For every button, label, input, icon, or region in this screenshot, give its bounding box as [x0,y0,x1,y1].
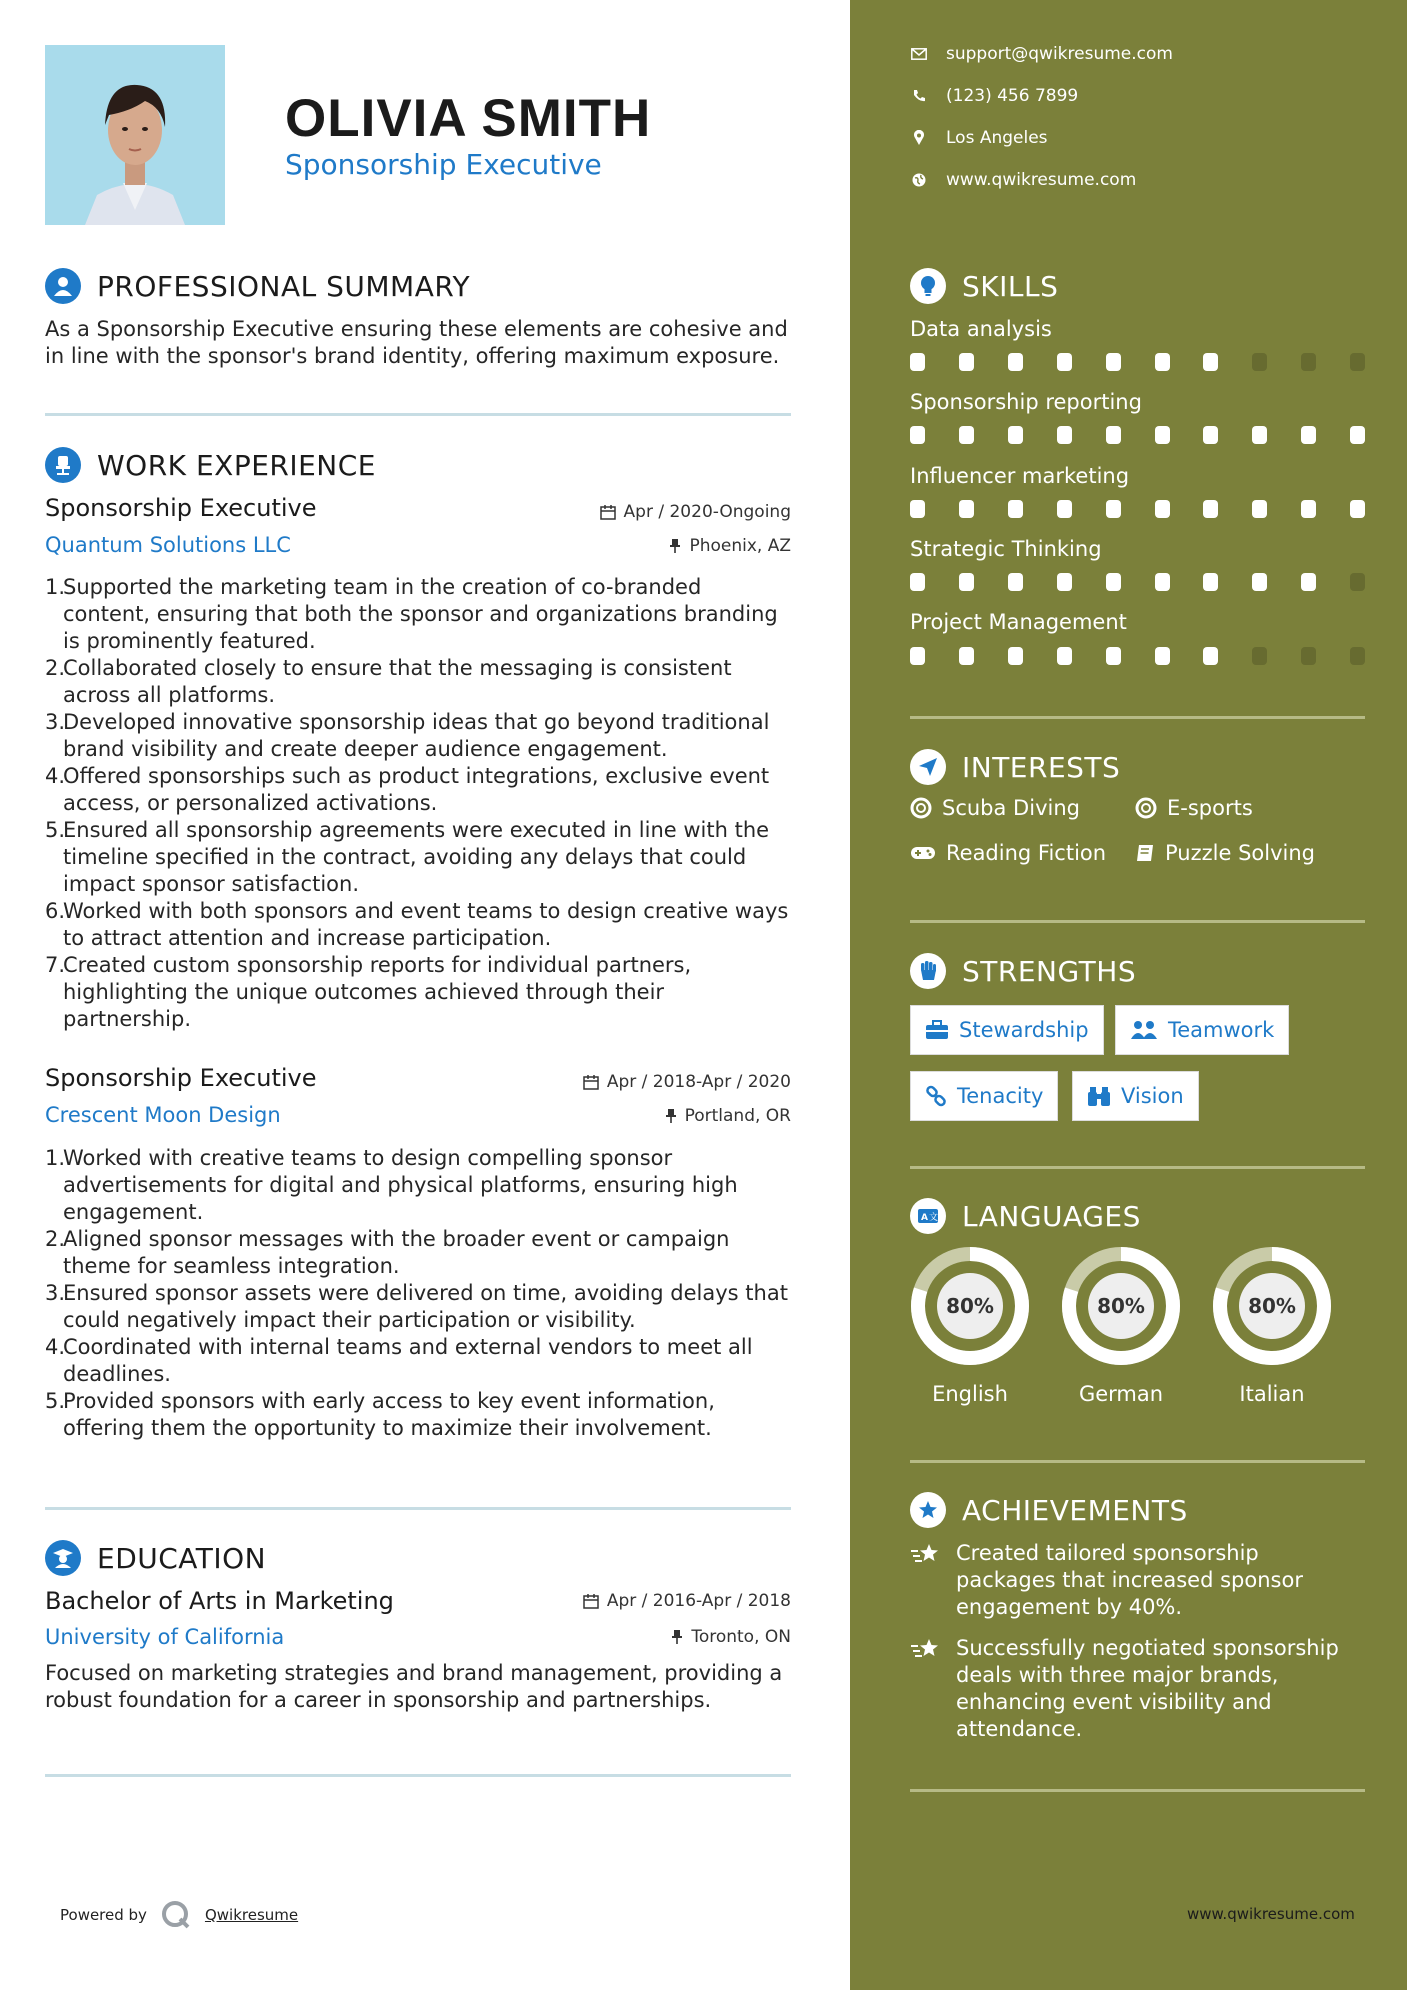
skill-dot-filled [1057,426,1072,444]
gamepad-icon [910,845,936,861]
graduate-icon [45,1540,81,1576]
skills-header [910,268,1058,304]
skill-dot-filled [1106,426,1121,444]
divider [910,716,1365,719]
language-name: German [1078,1382,1164,1406]
pin-icon [669,538,681,554]
skill-name: Sponsorship reporting [910,390,1142,414]
job-bullets [45,574,795,1033]
skill-rating [910,353,1365,371]
link-icon [925,1085,947,1107]
skill-rating [910,647,1365,665]
divider [910,1166,1365,1169]
contact-phone [910,86,1078,106]
email-text[interactable]: support@qwikresume.com [946,44,1173,64]
svg-text:A: A [921,1213,928,1223]
list-item: 5. Provided sponsors with early access to key event information, offering them the opportunity to maximize their involvement. [45,1389,715,1440]
skill-name: Project Management [910,610,1127,634]
education-dates-text: Apr / 2016-Apr / 2018 [606,1591,791,1611]
strengths-header [910,953,1136,989]
section-title: WORK EXPERIENCE [97,448,376,482]
language-ring [1060,1245,1182,1367]
skill-dot-filled [910,647,925,665]
list-item: 7. Created custom sponsorship reports for individual partners, highlighting the unique outcomes achieved through their partnership. [45,953,692,1031]
skill-dot-filled [1301,500,1316,518]
skill-dot-filled [1008,353,1023,371]
skill-dot-filled [1252,426,1267,444]
skill-dot-filled [1155,353,1170,371]
qwikresume-logo-icon [161,1900,191,1930]
job-bullets [45,1145,795,1442]
list-item: 3. Ensured sponsor assets were delivered on time, avoiding delays that could negatively impact their participation or visibility. [45,1281,788,1332]
life-ring-icon [910,797,932,819]
education-header [45,1540,266,1576]
degree-title: Bachelor of Arts in Marketing [45,1587,394,1615]
strength-badge: Tenacity [910,1071,1058,1121]
language-percent: 80% [946,1294,994,1318]
website-text[interactable]: www.qwikresume.com [946,170,1137,190]
language-percent: 80% [1248,1294,1296,1318]
list-item: 3. Developed innovative sponsorship ideas that go beyond traditional brand visibility and create deeper audience engagement. [45,710,770,761]
divider [45,413,791,416]
skill-rating [910,573,1365,591]
list-item: 2. Aligned sponsor messages with the broader event or campaign theme for seamless integration. [45,1227,730,1278]
skill-dot-filled [1301,426,1316,444]
achievement-item: Successfully negotiated sponsorship deals with three major brands, enhancing event visibility and attendance. [910,1635,1360,1743]
skill-dot-filled [959,426,974,444]
education-location [671,1627,791,1647]
section-title: LANGUAGES [962,1199,1141,1233]
skill-dot-filled [1252,500,1267,518]
contact-email [910,44,1173,64]
interests-header [910,749,1120,785]
powered-by-label: Powered by [60,1906,147,1924]
skill-dot-filled [1057,500,1072,518]
strength-badge: Teamwork [1115,1005,1289,1055]
skill-dot-empty [1301,353,1316,371]
strength-badge: Vision [1072,1071,1199,1121]
company-name: Crescent Moon Design [45,1103,281,1127]
footer-website[interactable]: www.qwikresume.com [1187,1905,1355,1923]
skill-dot-filled [1350,500,1365,518]
divider [910,1789,1365,1792]
skill-dot-filled [959,573,974,591]
skill-dot-filled [1203,353,1218,371]
calendar-icon [583,1074,599,1090]
job-title: Sponsorship Executive [45,1064,317,1092]
list-item: 6. Worked with both sponsors and event teams to design creative ways to attract attention and increase participation. [45,899,789,950]
language-icon [910,1198,946,1234]
interest-item: Scuba Diving [910,796,1080,820]
skill-dot-filled [1155,573,1170,591]
education-text: Focused on marketing strategies and brand management, providing a robust foundation for a career in sponsorship and partnerships. [45,1661,783,1712]
binoculars-icon [1087,1085,1111,1107]
skill-dot-filled [1106,573,1121,591]
skill-dot-filled [1106,353,1121,371]
section-title: STRENGTHS [962,954,1137,988]
list-item: 4. Coordinated with internal teams and external vendors to meet all deadlines. [45,1335,753,1386]
envelope-icon [910,48,928,60]
achievements-header [910,1492,1188,1528]
fist-icon [910,953,946,989]
skill-dot-filled [1008,426,1023,444]
skill-dot-empty [1350,353,1365,371]
star-badge-icon [910,1492,946,1528]
candidate-title: Sponsorship Executive [285,148,602,181]
skill-dot-empty [1350,573,1365,591]
skill-dot-filled [959,353,974,371]
summary-text: As a Sponsorship Executive ensuring these elements are cohesive and in line with the sponsor's brand identity, offering maximum exposure. [45,317,788,368]
section-title: ACHIEVEMENTS [962,1493,1188,1527]
skill-dot-filled [1203,647,1218,665]
skill-rating [910,500,1365,518]
skill-name: Data analysis [910,317,1052,341]
experience-header [45,447,376,483]
job-location [669,536,791,556]
job-dates-text: Apr / 2018-Apr / 2020 [606,1072,791,1092]
skill-dot-filled [910,353,925,371]
list-item: 5. Ensured all sponsorship agreements were executed in line with the timeline specified in the contract, avoiding any delays that could impact sponsor satisfaction. [45,818,770,896]
skill-dot-filled [1203,426,1218,444]
list-item: 1. Worked with creative teams to design compelling sponsor advertisements for digital and physical platforms, ensuring high engagement. [45,1146,738,1224]
section-title: SKILLS [962,269,1059,303]
shooting-star-icon [910,1637,942,1661]
job-location [665,1106,791,1126]
skill-name: Influencer marketing [910,464,1130,488]
office-chair-icon [45,447,81,483]
user-icon [45,268,81,304]
section-title: INTERESTS [962,750,1121,784]
svg-text:文: 文 [929,1213,939,1223]
profile-photo [45,45,225,225]
divider [45,1507,791,1510]
section-title: EDUCATION [97,1541,267,1575]
skill-dot-filled [1203,573,1218,591]
location-text: Los Angeles [946,128,1048,148]
calendar-icon [583,1593,599,1609]
sidebar [850,0,1407,1990]
briefcase-icon [925,1020,949,1040]
divider [45,1774,791,1777]
list-item: 1. Supported the marketing team in the creation of co-branded content, ensuring that both the sponsor and organizations branding is prominently featured. [45,575,778,653]
pin-icon [665,1108,677,1124]
interest-item: E-sports [1135,796,1253,820]
list-item: 4. Offered sponsorships such as product integrations, exclusive event access, or personalized activations. [45,764,770,815]
divider [910,920,1365,923]
powered-by [60,1900,298,1930]
paper-plane-icon [910,749,946,785]
skill-dot-filled [1350,426,1365,444]
skill-dot-empty [1252,353,1267,371]
language-name: Italian [1239,1382,1305,1406]
divider [910,1460,1365,1463]
skill-dot-filled [1203,500,1218,518]
skill-dot-filled [1008,647,1023,665]
skill-rating [910,426,1365,444]
life-ring-icon [1135,797,1157,819]
language-percent: 80% [1097,1294,1145,1318]
language-ring [1211,1245,1333,1367]
list-item: 2. Collaborated closely to ensure that the messaging is consistent across all platforms. [45,656,732,707]
strength-badge: Stewardship [910,1005,1104,1055]
candidate-name: OLIVIA SMITH [285,89,652,148]
education-dates [583,1591,791,1611]
phone-text: (123) 456 7899 [946,86,1079,106]
skill-dot-empty [1350,647,1365,665]
skill-dot-filled [1301,573,1316,591]
job-dates-text: Apr / 2020-Ongoing [623,502,791,522]
skill-dot-filled [1057,647,1072,665]
skill-name: Strategic Thinking [910,537,1102,561]
map-marker-icon [910,130,928,146]
education-location-text: Toronto, ON [691,1627,791,1647]
job-dates [583,1072,791,1092]
school-name: University of California [45,1625,285,1649]
interest-item: Puzzle Solving [1135,841,1315,865]
skill-dot-filled [910,573,925,591]
skill-dot-filled [1252,573,1267,591]
phone-icon [910,89,928,103]
skill-dot-filled [1106,500,1121,518]
section-title: PROFESSIONAL SUMMARY [97,269,471,303]
interest-item: Reading Fiction [910,841,1106,865]
contact-website [910,170,1136,190]
skill-dot-filled [1008,500,1023,518]
job-dates [600,502,791,522]
skill-dot-filled [1057,353,1072,371]
job-title: Sponsorship Executive [45,494,317,522]
summary-header [45,268,470,304]
achievement-item: Created tailored sponsorship packages that increased sponsor engagement by 40%. [910,1540,1360,1621]
skill-dot-filled [1106,647,1121,665]
skill-dot-empty [1252,647,1267,665]
calendar-icon [600,504,616,520]
skill-dot-empty [1301,647,1316,665]
skill-dot-filled [959,647,974,665]
skill-dot-filled [1008,573,1023,591]
skill-dot-filled [1155,426,1170,444]
skill-dot-filled [910,500,925,518]
users-icon [1130,1020,1158,1040]
skill-dot-filled [1155,500,1170,518]
company-name: Quantum Solutions LLC [45,533,291,557]
skill-dot-filled [1155,647,1170,665]
shooting-star-icon [910,1542,942,1566]
globe-icon [910,173,928,187]
job-location-text: Portland, OR [684,1106,791,1126]
lightbulb-icon [910,268,946,304]
job-location-text: Phoenix, AZ [689,536,791,556]
skill-dot-filled [959,500,974,518]
language-ring [909,1245,1031,1367]
skill-dot-filled [1057,573,1072,591]
skill-dot-filled [910,426,925,444]
contact-location [910,128,1048,148]
language-name: English [932,1382,1008,1406]
book-icon [1135,843,1155,863]
qwikresume-link[interactable]: Qwikresume [204,1906,299,1924]
pin-icon [671,1629,683,1645]
languages-header [910,1198,1141,1234]
